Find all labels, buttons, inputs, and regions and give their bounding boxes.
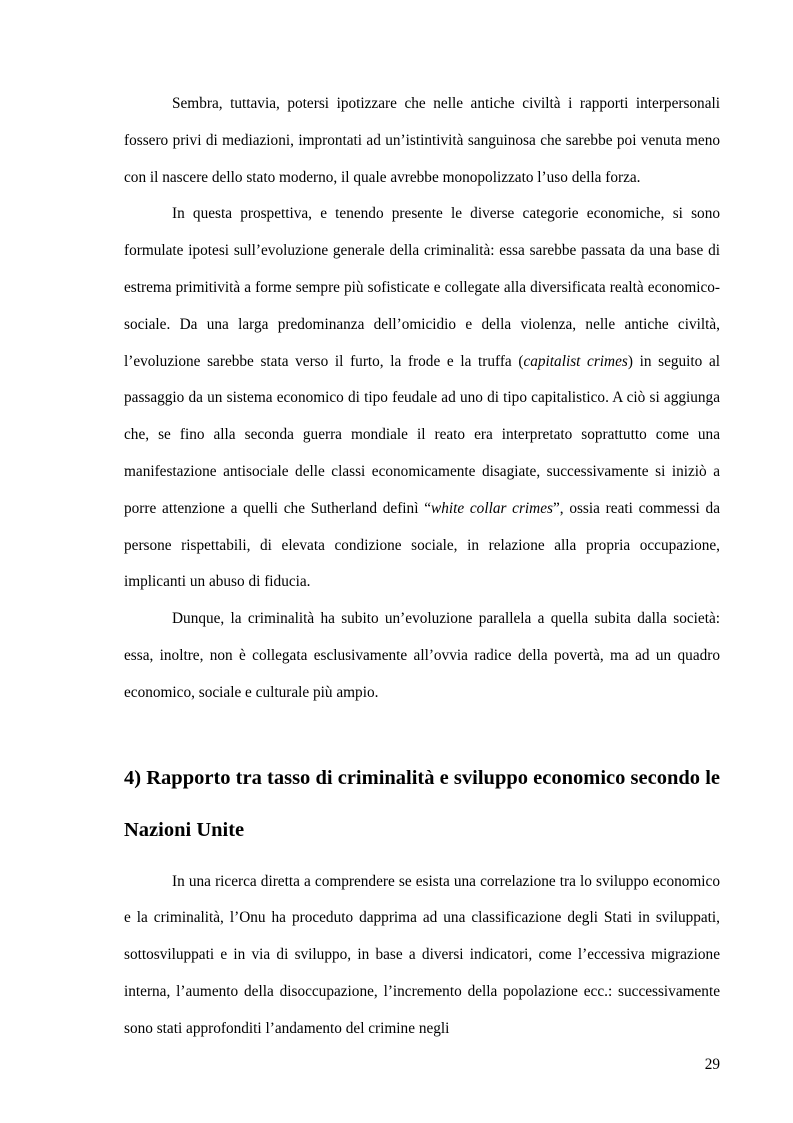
italic-term-white-collar-crimes: white collar crimes bbox=[431, 499, 553, 517]
paragraph-text: ) in seguito al passaggio da un sistema economico di tipo feudale ad uno di tipo capitalistico. A ciò si aggiunga che, se fino alla seconda guerra mondiale il reato era interpretato soprattutto come una manifestazione antisociale delle classi economicamente disagiate, successivamente si iniziò a porre attenzione a quelli che Sutherland definì “ bbox=[124, 352, 720, 517]
body-paragraph-2 bbox=[124, 196, 720, 601]
document-page bbox=[124, 86, 720, 1048]
body-paragraph-3 bbox=[124, 601, 720, 711]
paragraph-text: In questa prospettiva, e tenendo presente le diverse categorie economiche, si sono formulate ipotesi sull’evoluzione generale della criminalità: essa sarebbe passata da una base di estrema primitività a forme sempre più sofisticate e collegate alla diversificata realtà economico-sociale. Da una larga predominanza dell’omicidio e della violenza, nelle antiche civiltà, l’evoluzione sarebbe stata verso il furto, la frode e la truffa ( bbox=[124, 205, 720, 370]
page-number: 29 bbox=[704, 1056, 720, 1073]
paragraph-text: Dunque, la criminalità ha subito un’evoluzione parallela a quella subita dalla società: essa, inoltre, non è collegata esclusivamente all’ovvia radice della povertà, ma ad un quadro economico, sociale e culturale più ampio. bbox=[124, 610, 720, 701]
paragraph-text: In una ricerca diretta a comprendere se esista una correlazione tra lo sviluppo economico e la criminalità, l’Onu ha proceduto dapprima ad una classificazione degli Stati in sviluppati, sottosviluppati e in via di sviluppo, in base a diversi indicatori, come l’eccessiva migrazione interna, l’aumento della disoccupazione, l’incremento della popolazione ecc.: successivamente sono stati approfonditi l’andamento del crimine negli bbox=[124, 872, 720, 1037]
section-paragraph-1 bbox=[124, 864, 720, 1048]
paragraph-text: Sembra, tuttavia, potersi ipotizzare che nelle antiche civiltà i rapporti interpersonali fossero privi di mediazioni, improntati ad un’istintività sanguinosa che sarebbe poi venuta meno con il nascere dello stato moderno, il quale avrebbe monopolizzato l’uso della forza. bbox=[124, 95, 720, 186]
section-heading: 4) Rapporto tra tasso di criminalità e sviluppo economico secondo le Nazioni Unite bbox=[124, 766, 720, 841]
body-paragraph-1 bbox=[124, 86, 720, 196]
paragraph-text: ”, ossia reati commessi da persone rispettabili, di elevata condizione sociale, in relazione alla propria occupazione, implicanti un abuso di fiducia. bbox=[124, 499, 720, 591]
italic-term-capitalist-crimes: capitalist crimes bbox=[523, 352, 628, 370]
